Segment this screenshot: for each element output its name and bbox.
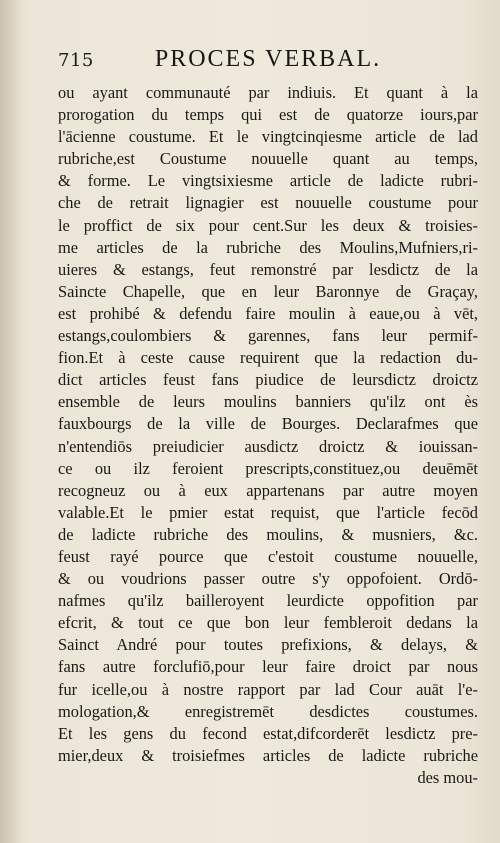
- text-line: l'ācienne coustume. Et le vingtcinqiesme article de lad: [58, 127, 478, 147]
- text-line: & forme. Le vingtsixiesme article de ladicte rubri-: [58, 171, 478, 191]
- text-line: & ou voudrions passer outre s'y oppofoient. Ordō-: [58, 569, 478, 589]
- page-number: 715: [58, 50, 94, 71]
- page-edge-shadow: [0, 0, 22, 843]
- text-line: rubriche,est Coustume nouuelle quant au temps,: [58, 149, 478, 169]
- text-line: ensemble de leurs moulins banniers qu'ilz ont ès: [58, 392, 478, 412]
- text-line: mologation,& enregistremēt desdictes coustumes.: [58, 701, 478, 721]
- text-line: recogneuz ou à eux appartenans par autre moyen: [58, 480, 478, 500]
- text-line: Saincte Chapelle, que en leur Baronnye de Graçay,: [58, 281, 478, 301]
- text-line: dict articles feust fans piudice de leursdictz droictz: [58, 370, 478, 390]
- text-line: che de retrait lignagier est nouuelle coustume pour: [58, 193, 478, 213]
- text-line: ou ayant communauté par indiuis. Et quant à la: [58, 83, 478, 102]
- text-line: fur icelle,ou à nostre rapport par lad Cour auāt l'e-: [58, 679, 478, 699]
- text-line: uieres & estangs, feut remonstré par lesdictz de la: [58, 259, 478, 279]
- text-line: mier,deux & troisiefmes articles de ladicte rubriche: [58, 745, 478, 765]
- text-line: fion.Et à ceste cause requirent que la redaction du-: [58, 348, 478, 368]
- catchword: des mou-: [417, 767, 478, 787]
- text-line: n'entendiōs preiudicier ausdictz droictz & iouissan-: [58, 436, 478, 456]
- text-line: feust rayé pource que c'estoit coustume nouuelle,: [58, 546, 478, 566]
- text-line: nafmes qu'ilz bailleroyent leurdicte oppofition par: [58, 591, 478, 611]
- running-title: PROCES VERBAL.: [154, 46, 382, 72]
- text-line: est prohibé & defendu faire moulin à eaue,ou à vēt,: [58, 303, 478, 323]
- text-line: de ladicte rubriche des moulins, & musniers, &c.: [58, 524, 478, 544]
- text-line: prorogation du temps qui est de quatorze iours,par: [58, 105, 478, 125]
- text-line: fans autre forclufiō,pour leur faire droict par nous: [58, 657, 478, 677]
- page-header: [58, 46, 478, 76]
- text-line: Sainct André pour toutes prefixions, & delays, &: [58, 635, 478, 655]
- body-text: [58, 82, 478, 789]
- text-line: valable.Et le pmier estat requist, que l'article fecōd: [58, 502, 478, 522]
- text-line: me articles de la rubriche des Moulins,Mufniers,ri-: [58, 237, 478, 257]
- text-line: fauxbourgs de la ville de Bourges. Declarafmes que: [58, 414, 478, 434]
- text-line: Et les gens du fecond estat,difcorderēt lesdictz pre-: [58, 723, 478, 743]
- text-line: ce ou ilz feroient prescripts,constituez,ou deuēmēt: [58, 458, 478, 478]
- text-line: le proffict de six pour cent.Sur les deux & troisies-: [58, 215, 478, 235]
- text-line: estangs,coulombiers & garennes, fans leur permif-: [58, 326, 478, 346]
- text-line: efcrit, & tout ce que bon leur fembleroit dedans la: [58, 613, 478, 633]
